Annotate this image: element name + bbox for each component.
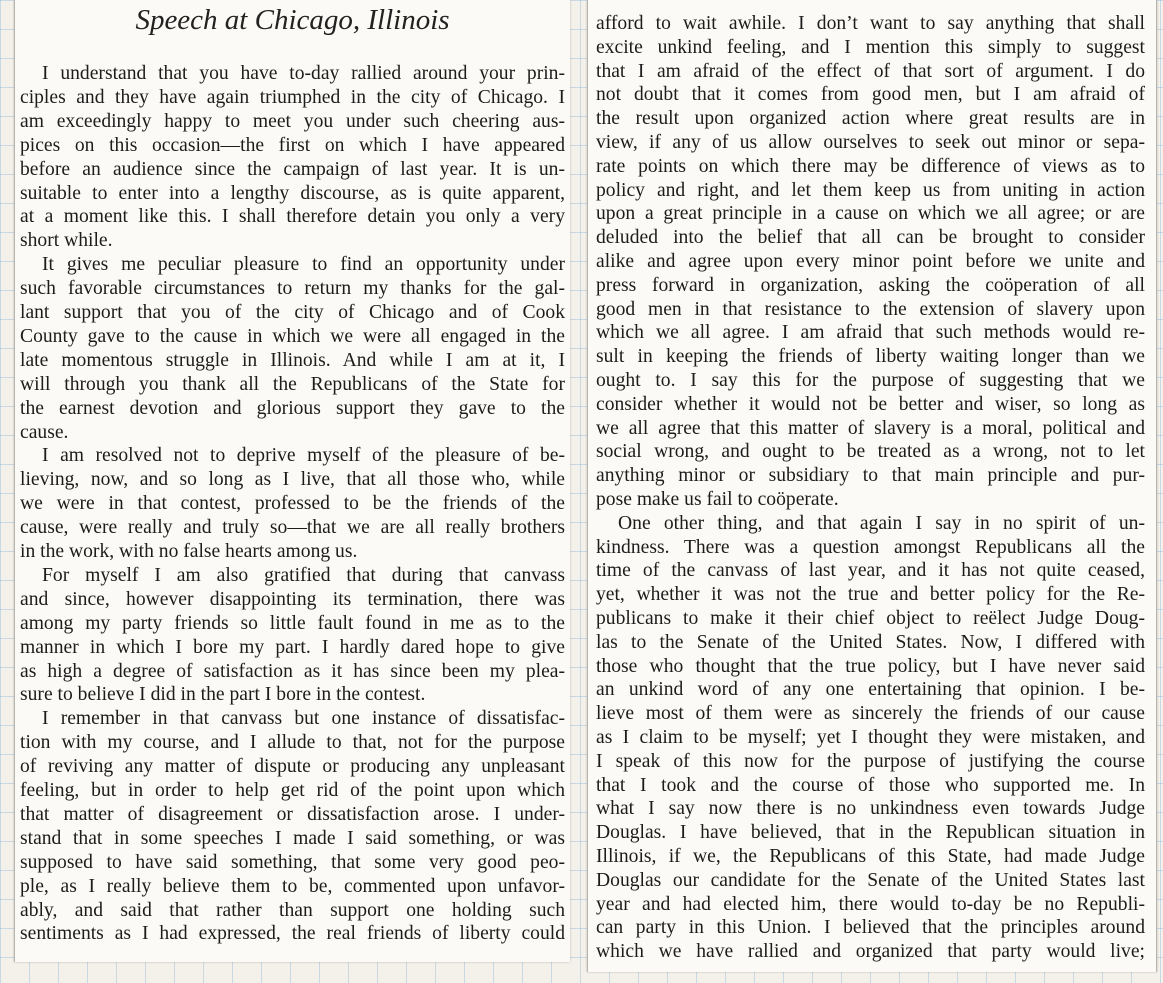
text-line: excite unkind feeling, and I mention this simply to suggest bbox=[596, 36, 1145, 58]
text-line: good men in that resistance to the extension of slavery upon bbox=[596, 298, 1145, 320]
text-line: pose make us fail to coöperate. bbox=[596, 489, 839, 510]
text-line: as high a degree of satisfaction as it has since been my plea- bbox=[20, 660, 565, 682]
text-line: lieving, now, and so long as I live, that all those who, while bbox=[20, 469, 565, 491]
text-line: ably, and said that rather than support one holding such bbox=[20, 899, 565, 921]
text-line: Douglas our candidate for the Senate of the United States last bbox=[596, 869, 1145, 891]
text-line: at a moment like this. I shall therefore detain you only a very bbox=[20, 206, 565, 228]
text-line: alike and agree upon every minor point before we unite and bbox=[596, 251, 1145, 272]
text-line: supposed to have said something, that some very good peo- bbox=[20, 851, 565, 873]
text-line: we were in that contest, professed to be the friends of the bbox=[20, 493, 565, 515]
text-line: I remember in that canvass but one instance of dissatisfac- bbox=[42, 708, 565, 730]
text-line: we all agree that this matter of slavery is a moral, political and bbox=[596, 417, 1145, 439]
text-line: that I took and the course of those who supported me. In bbox=[596, 774, 1145, 796]
text-line: social wrong, and ought to be treated as a wrong, not to let bbox=[596, 441, 1145, 463]
text-line: ought to. I say this for the purpose of suggesting that we bbox=[596, 370, 1145, 391]
left-column bbox=[14, 0, 570, 962]
text-line: Douglas. I have believed, that in the Republican situation in bbox=[596, 822, 1145, 844]
text-line: rate points on which there may be difference of views as to bbox=[596, 155, 1145, 177]
text-line: suitable to enter into a lengthy discourse, as is quite apparent, bbox=[20, 182, 565, 204]
text-line: can party in this Union. I believed that the principles around bbox=[596, 917, 1145, 939]
text-line: short while. bbox=[20, 230, 113, 252]
text-line: an unkind word of any one entertaining that opinion. I be- bbox=[596, 679, 1145, 701]
text-line: cause. bbox=[20, 421, 69, 443]
text-line: among my party friends so little fault found in me as to the bbox=[20, 612, 565, 634]
text-line: lieve most of them were as sincerely the friends of our cause bbox=[596, 703, 1145, 725]
text-line: stand that in some speeches I made I said something, or was bbox=[20, 827, 565, 849]
text-line: pices on this occasion—the first on which I have appeared bbox=[20, 134, 565, 156]
text-line: and since, however disappointing its termination, there was bbox=[20, 588, 565, 610]
text-line: that I am afraid of the effect of that sort of argument. I do bbox=[596, 60, 1145, 82]
text-line: I understand that you have to-day rallied around your prin- bbox=[42, 63, 565, 84]
text-line: manner in which I bore my part. I hardly dared hope to give bbox=[20, 636, 565, 658]
text-line: I speak of this now for the purpose of justifying the course bbox=[596, 750, 1145, 772]
text-line: press forward in organization, asking the coöperation of all bbox=[596, 274, 1145, 296]
text-line: before an audience since the campaign of last year. It is un- bbox=[20, 158, 565, 180]
text-line: the result upon organized action where great results are in bbox=[596, 108, 1145, 130]
text-line: ciples and they have again triumphed in the city of Chicago. I bbox=[20, 86, 565, 108]
text-line: tion with my course, and I allude to that, not for the purpose bbox=[20, 732, 565, 754]
text-line: afford to wait awhile. I don’t want to say anything that shall bbox=[596, 13, 1145, 34]
text-line: feeling, but in order to help get rid of the point upon which bbox=[20, 780, 565, 801]
text-line: publicans to make it their chief object to reëlect Judge Doug- bbox=[596, 608, 1145, 629]
text-line: as I claim to be myself; yet I thought they were mistaken, and bbox=[596, 727, 1145, 748]
text-line: upon a great principle in a cause on which we all agree; or are bbox=[596, 203, 1145, 225]
text-line: It gives me peculiar pleasure to find an opportunity under bbox=[42, 254, 565, 276]
page-title: Speech at Chicago, Illinois bbox=[135, 4, 450, 36]
text-line: that matter of disagreement or dissatisfaction arose. I under- bbox=[20, 803, 565, 825]
text-line: of reviving any matter of dispute or producing any unpleasant bbox=[20, 756, 565, 778]
text-line: which we have rallied and organized that party would live; bbox=[596, 941, 1145, 963]
text-line: cause, were really and truly so—that we are all really brothers bbox=[20, 517, 565, 539]
text-line: am exceedingly happy to meet you under such cheering aus- bbox=[20, 110, 565, 132]
text-line: kindness. There was a question amongst Republicans all the bbox=[596, 536, 1145, 558]
text-line: ple, as I really believe them to be, commented upon unfavor- bbox=[20, 875, 565, 897]
text-line: will through you thank all the Republicans of the State for bbox=[20, 373, 565, 395]
text-line: such favorable circumstances to return my thanks for the gal- bbox=[20, 278, 565, 300]
text-line: las to the Senate of the United States. Now, I differed with bbox=[596, 631, 1145, 653]
text-line: sult in keeping the friends of liberty waiting longer than we bbox=[596, 346, 1145, 368]
text-line: yet, whether it was not the true and better policy for the Re- bbox=[596, 584, 1145, 606]
text-line: deluded into the belief that all can be brought to consider bbox=[596, 227, 1145, 249]
text-line: not doubt that it comes from good men, but I am afraid of bbox=[596, 84, 1145, 106]
text-line: Illinois, if we, the Republicans of this State, had made Judge bbox=[596, 846, 1145, 867]
text-line: which we all agree. I am afraid that such methods would re- bbox=[596, 322, 1145, 344]
text-line: sure to believe I did in the part I bore in the contest. bbox=[20, 684, 426, 706]
text-line: year and had elected him, there would to-day be no Republi- bbox=[596, 893, 1145, 915]
text-line: in the work, with no false hearts among us. bbox=[20, 541, 358, 562]
text-line: lant support that you of the city of Chicago and of Cook bbox=[20, 302, 565, 323]
text-line: the earnest devotion and glorious support they gave to the bbox=[20, 397, 565, 419]
text-line: consider whether it would not be better and wiser, so long as bbox=[596, 393, 1145, 415]
text-line: what I say now there is no unkindness even towards Judge bbox=[596, 798, 1145, 820]
text-line: sentiments as I had expressed, the real friends of liberty could bbox=[20, 923, 565, 945]
text-line: I am resolved not to deprive myself of the pleasure of be- bbox=[42, 445, 565, 467]
text-line: time of the canvass of last year, and it has not quite ceased, bbox=[596, 560, 1145, 582]
text-line: County gave to the cause in which we were all engaged in the bbox=[20, 325, 565, 347]
right-column bbox=[587, 0, 1157, 972]
text-line: those who thought that the true policy, but I have never said bbox=[596, 655, 1145, 677]
text-line: anything minor or subsidiary to that main principle and pur- bbox=[596, 465, 1145, 487]
text-line: view, if any of us allow ourselves to seek out minor or sepa- bbox=[596, 132, 1145, 153]
text-line: One other thing, and that again I say in no spirit of un- bbox=[618, 512, 1145, 534]
text-line: policy and right, and let them keep us from uniting in action bbox=[596, 179, 1145, 201]
text-line: For myself I am also gratified that during that canvass bbox=[42, 564, 565, 586]
text-line: late momentous struggle in Illinois. And while I am at it, I bbox=[20, 349, 565, 371]
